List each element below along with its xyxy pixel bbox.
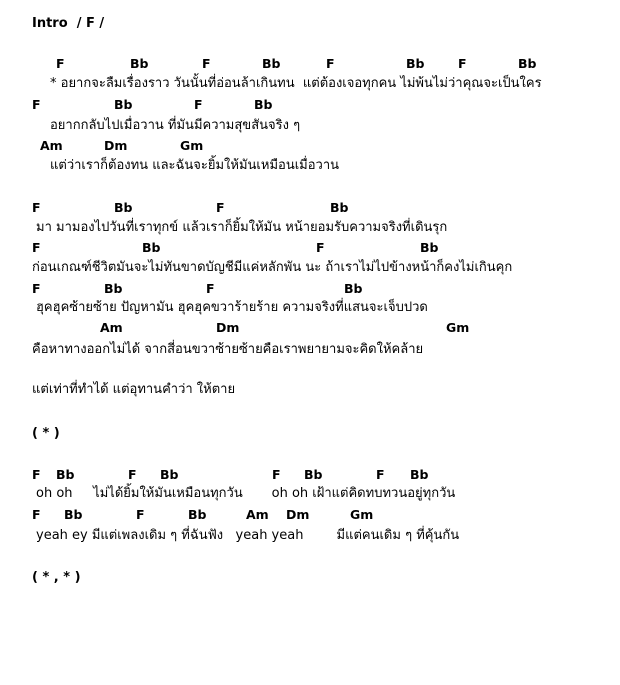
chord: F (376, 467, 385, 482)
chord-line (0, 54, 620, 74)
chord: F (202, 56, 211, 71)
chord: Gm (446, 320, 470, 335)
chord-line (0, 465, 620, 485)
chord: Bb (160, 467, 179, 482)
chord: F (128, 467, 137, 482)
chord: F (32, 467, 41, 482)
chord: Bb (518, 56, 537, 71)
lyric-text: * อยากจะลืมเรื่องราว วันนั้นที่อ่อนล้าเกินทน แต่ต้องเจอทุกคน ไม่พ้นไม่ว่าคุณจะเป็นใคร (50, 76, 542, 91)
lyric-line (0, 298, 620, 318)
chord: Bb (142, 240, 161, 255)
chord: Dm (286, 507, 310, 522)
chord: Bb (330, 200, 349, 215)
chord: Bb (344, 281, 363, 296)
lyric-text: ฮุคฮุคซ้ายซ้าย ปัญหามัน ฮุคฮุคขวาร้ายร้าย ความจริงที่แสนจะเจ็บปวด (36, 300, 428, 315)
lyric-text: yeah ey มีแต่เพลงเดิม ๆ ที่ฉันฟัง yeah yeah มีแต่คนเดิม ๆ ที่คุ้นกัน (36, 528, 460, 543)
chord: Am (246, 507, 269, 522)
chord-line (0, 279, 620, 299)
lyric-line (0, 380, 620, 400)
chord-line (0, 505, 620, 525)
repeat-marker-text: ( * ) (32, 426, 60, 441)
chord-line (0, 318, 620, 338)
lyric-line (0, 258, 620, 278)
lyric-line (0, 218, 620, 238)
repeat-marker (0, 424, 620, 444)
lyric-text: ก่อนเกณฑ์ชีวิตมันจะไม่ทันขาดบัญชีมีแค่หลักพัน นะ ถ้าเราไม่ไปข้างหน้าก็คงไม่เกินคุก (32, 260, 513, 275)
lyric-text: oh oh ไม่ได้ยิ้มให้มันเหมือนทุกวัน oh oh เฝ้าแต่คิดทบทวนอยู่ทุกวัน (36, 486, 456, 501)
chord: Bb (64, 507, 83, 522)
lyric-line (0, 526, 620, 546)
lyric-line (0, 74, 620, 94)
chord: Bb (410, 467, 429, 482)
chord: Gm (180, 138, 204, 153)
chord: Bb (130, 56, 149, 71)
chord: Bb (114, 200, 133, 215)
chord: Bb (262, 56, 281, 71)
lyric-text: แต่เท่าที่ทำได้ แต่อุทานคำว่า ให้ตาย (32, 382, 236, 397)
chord: F (32, 200, 41, 215)
chord: F (194, 97, 203, 112)
chord: F (216, 200, 225, 215)
chord: F (32, 240, 41, 255)
intro-text: Intro / F / (32, 16, 105, 31)
chord: F (316, 240, 325, 255)
chord: Dm (216, 320, 240, 335)
repeat-marker-text: ( * , * ) (32, 570, 81, 585)
lyric-line (0, 156, 620, 176)
chord: Bb (188, 507, 207, 522)
lyric-line (0, 116, 620, 136)
chord: Bb (104, 281, 123, 296)
chord: Bb (406, 56, 425, 71)
chord-line (0, 95, 620, 115)
lyric-text: คือหาทางออกไม่ได้ จากสี่อนขวาซ้ายซ้ายคือเราพยายามจะคิดให้คล้าย (32, 342, 424, 357)
chord-line (0, 198, 620, 218)
lyric-line (0, 484, 620, 504)
chord: F (206, 281, 215, 296)
chord: F (32, 507, 41, 522)
repeat-marker (0, 568, 620, 588)
chord: Am (40, 138, 63, 153)
lyric-text: แต่ว่าเราก็ต้องทน และฉันจะยิ้มให้มันเหมือนเมื่อวาน (50, 158, 340, 173)
chord: F (458, 56, 467, 71)
lyric-line (0, 340, 620, 360)
chord: Gm (350, 507, 374, 522)
chord-line (0, 136, 620, 156)
chord: F (272, 467, 281, 482)
chord: Bb (114, 97, 133, 112)
chord: Bb (254, 97, 273, 112)
chord: Dm (104, 138, 128, 153)
chord: Bb (420, 240, 439, 255)
chord: F (32, 281, 41, 296)
chord: F (56, 56, 65, 71)
chord: Bb (56, 467, 75, 482)
chord: F (326, 56, 335, 71)
lyric-text: อยากกลับไปเมื่อวาน ที่มันมีความสุขสันจริง ๆ (50, 118, 301, 133)
chord-line (0, 238, 620, 258)
intro-line (0, 14, 620, 34)
chord: Am (100, 320, 123, 335)
lyric-text: มา มามองไปวันที่เราทุกข์ แล้วเราก็ยิ้มให้มัน หน้ายอมรับความจริงที่เดินรุก (36, 220, 448, 235)
chord: F (136, 507, 145, 522)
chord: Bb (304, 467, 323, 482)
chord: F (32, 97, 41, 112)
